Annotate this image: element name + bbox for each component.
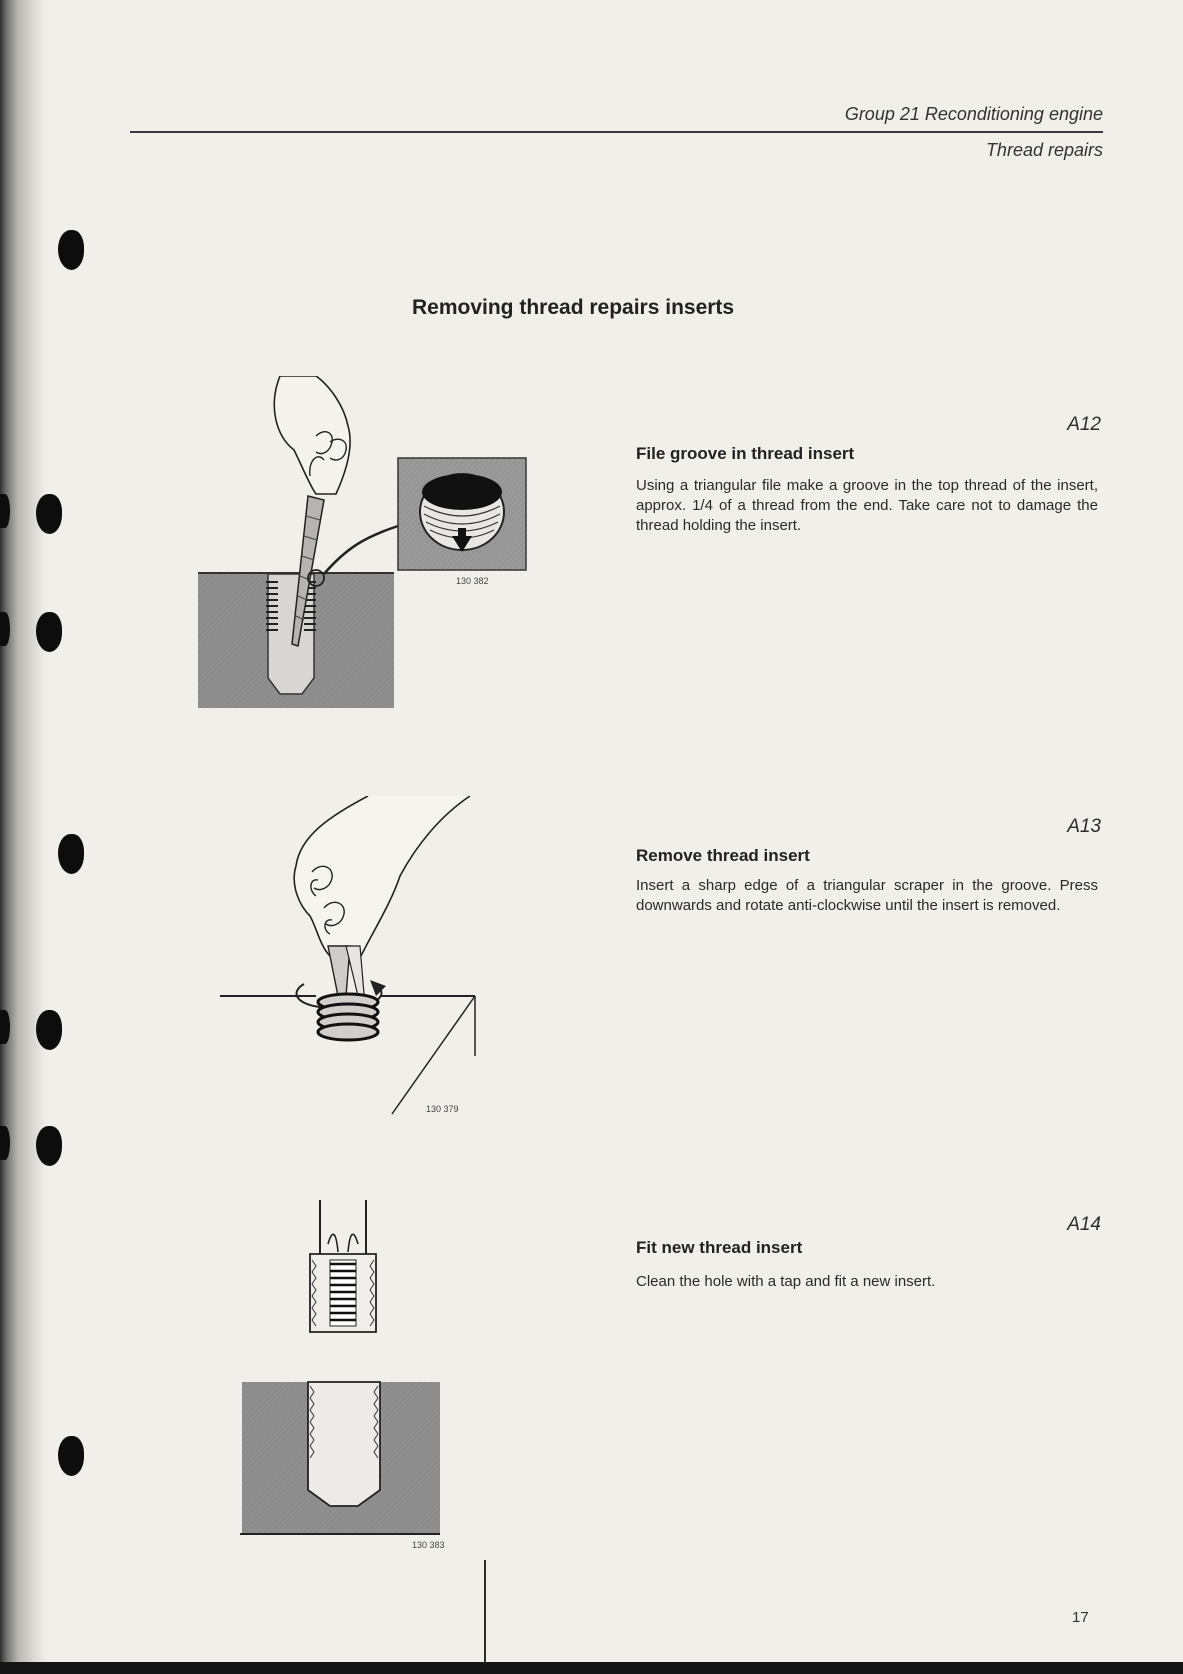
- binder-hole: [36, 494, 62, 534]
- header-subtitle: Thread repairs: [985, 140, 1103, 160]
- binder-hole: [58, 230, 84, 270]
- binder-hole: [0, 494, 10, 528]
- remove-insert-illustration: [220, 796, 500, 1126]
- fit-insert-illustration: [240, 1200, 450, 1570]
- binder-hole: [0, 1010, 10, 1044]
- section-text-remove-insert: Insert a sharp edge of a triangular scraper in the groove. Press downwards and rotate anti-clockwise until the insert is removed.: [636, 877, 1098, 914]
- binder-hole: [58, 834, 84, 874]
- section-ref-a13: A13: [1067, 816, 1101, 837]
- section-title-file-groove: File groove in thread insert: [636, 444, 855, 463]
- figure-number: 130 383: [412, 1540, 445, 1550]
- page-edge-shadow: [0, 0, 46, 1674]
- header-rule: [130, 131, 1103, 133]
- figure-number: 130 379: [426, 1104, 459, 1114]
- figure-fit-insert: [240, 1200, 450, 1570]
- scan-fold-line: [484, 1560, 486, 1674]
- header-group-title: Group 21 Reconditioning engine: [844, 104, 1103, 124]
- scan-bottom-edge: [0, 1662, 1183, 1674]
- page-number: 17: [1072, 1609, 1089, 1626]
- binder-hole: [0, 1126, 10, 1160]
- binder-hole: [0, 612, 10, 646]
- section-text-fit-insert: Clean the hole with a tap and fit a new insert.: [636, 1273, 936, 1290]
- figure-remove-insert: [220, 796, 500, 1126]
- binder-hole: [36, 1010, 62, 1050]
- page-title: Removing thread repairs inserts: [412, 296, 735, 319]
- binder-hole: [36, 1126, 62, 1166]
- section-ref-a14: A14: [1067, 1214, 1101, 1235]
- binder-hole: [36, 612, 62, 652]
- section-title-fit-insert: Fit new thread insert: [636, 1238, 803, 1257]
- file-groove-illustration: [198, 376, 538, 716]
- section-ref-a12: A12: [1067, 414, 1101, 435]
- figure-number: 130 382: [456, 576, 489, 586]
- section-text-file-groove: Using a triangular file make a groove in the top thread of the insert, approx. 1/4 of a thread from the end. Take care not to damage the thread holding the insert.: [636, 477, 1098, 534]
- section-title-remove-insert: Remove thread insert: [636, 846, 810, 865]
- binder-hole: [58, 1436, 84, 1476]
- figure-file-groove: [198, 376, 538, 716]
